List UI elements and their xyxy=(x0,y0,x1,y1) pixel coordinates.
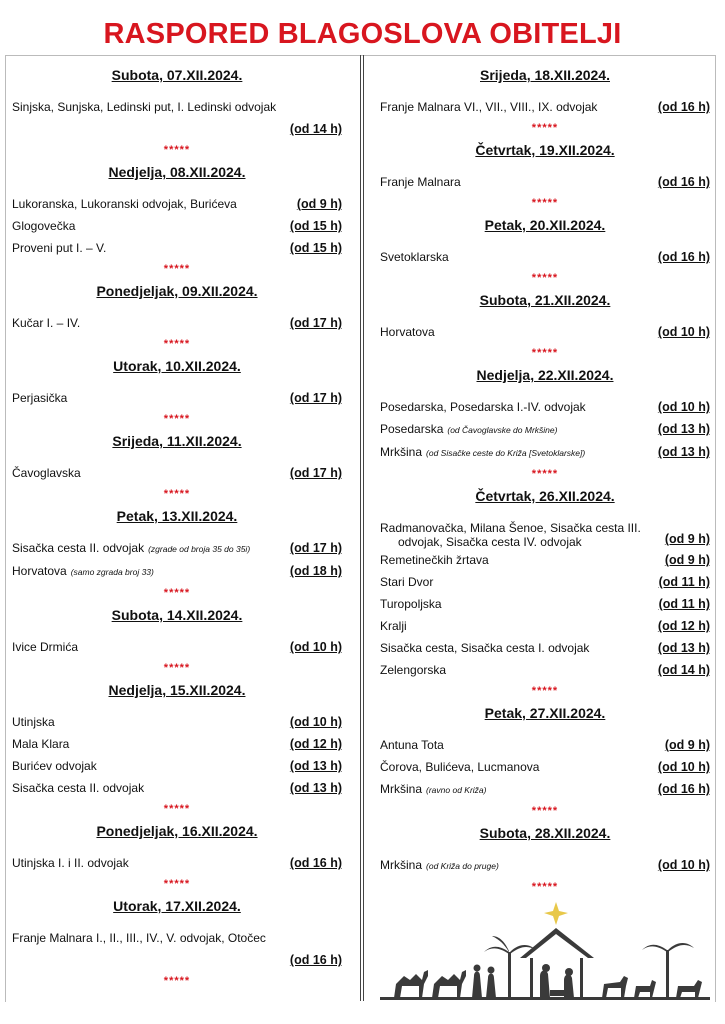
street-name-text: Čorova, Bulićeva, Lucmanova xyxy=(380,760,540,774)
street-name xyxy=(12,931,266,945)
schedule-day xyxy=(12,432,342,501)
start-time: (od 16 h) xyxy=(289,953,342,967)
start-time: (od 13 h) xyxy=(657,445,710,459)
start-time: (od 10 h) xyxy=(657,325,710,339)
date-heading: Subota, 14.XII.2024. xyxy=(111,607,243,623)
schedule-entry xyxy=(380,734,710,756)
street-note: (od Križa do pruge) xyxy=(426,861,499,871)
street-name-text: Posedarska, Posedarska I.-IV. odvojak xyxy=(380,400,586,414)
schedule-entry xyxy=(380,593,710,615)
start-time: (od 15 h) xyxy=(289,219,342,233)
street-name-text: Turopoljska xyxy=(380,597,442,611)
street-name-text: Horvatova xyxy=(12,564,67,578)
separator-stars: ***** xyxy=(163,803,191,815)
date-heading: Četvrtak, 26.XII.2024. xyxy=(475,488,615,504)
page-title: RASPORED BLAGOSLOVA OBITELJI xyxy=(103,18,622,50)
schedule-entry xyxy=(380,517,710,549)
column-divider xyxy=(360,55,364,1001)
start-time: (od 10 h) xyxy=(657,760,710,774)
separator-stars: ***** xyxy=(163,488,191,500)
schedule-entry xyxy=(12,711,342,733)
date-heading: Petak, 20.XII.2024. xyxy=(484,217,606,233)
start-time: (od 11 h) xyxy=(658,575,710,589)
separator-stars: ***** xyxy=(531,347,559,359)
street-name-text: Svetoklarska xyxy=(380,250,449,264)
separator-stars: ***** xyxy=(163,338,191,350)
schedule-day xyxy=(12,897,342,988)
date-heading: Subota, 07.XII.2024. xyxy=(111,67,243,83)
start-time: (od 17 h) xyxy=(289,316,342,330)
street-name-text: Radmanovačka, Milana Šenoe, Sisačka cesta III. xyxy=(380,521,641,535)
street-name xyxy=(380,597,442,611)
schedule-day xyxy=(380,366,710,481)
separator-stars: ***** xyxy=(531,272,559,284)
start-time: (od 12 h) xyxy=(289,737,342,751)
date-heading: Subota, 21.XII.2024. xyxy=(479,292,611,308)
street-name xyxy=(380,250,449,264)
street-name-text: Mrkšina xyxy=(380,858,423,872)
schedule-entry xyxy=(12,462,342,484)
street-name xyxy=(12,640,78,654)
street-name-text: Mala Klara xyxy=(12,737,70,751)
schedule-entry xyxy=(380,418,710,441)
street-name-text: Utinjska I. i II. odvojak xyxy=(12,856,129,870)
street-name xyxy=(380,782,422,796)
street-name xyxy=(380,325,435,339)
street-name xyxy=(380,619,407,633)
street-note: (ravno od Križa) xyxy=(426,785,487,795)
street-name xyxy=(12,197,237,211)
street-name-text: Franje Malnara I., II., III., IV., V. odvojak, Otočec xyxy=(12,931,266,945)
schedule-entry xyxy=(380,96,710,118)
separator-stars: ***** xyxy=(531,881,559,893)
street-name-text: Lukoranska, Lukoranski odvojak, Burićeva xyxy=(12,197,237,211)
schedule-entry xyxy=(12,215,342,237)
street-name-text: Remetinečkih žrtava xyxy=(380,553,489,567)
schedule-day xyxy=(12,163,342,276)
street-name-text: Perjasička xyxy=(12,391,68,405)
left-column xyxy=(12,66,342,994)
street-name xyxy=(380,553,489,567)
schedule-entry xyxy=(12,560,342,583)
street-name xyxy=(12,564,67,578)
nativity-scene-illustration xyxy=(380,900,710,1000)
street-name xyxy=(12,219,75,233)
schedule-day xyxy=(12,681,342,816)
schedule-entry xyxy=(12,852,342,874)
schedule-entry xyxy=(12,387,342,409)
start-time: (od 10 h) xyxy=(657,400,710,414)
schedule-entry xyxy=(12,193,342,215)
start-time: (od 16 h) xyxy=(657,175,710,189)
street-name xyxy=(380,100,597,114)
separator-stars: ***** xyxy=(531,197,559,209)
start-time: (od 14 h) xyxy=(657,663,710,677)
schedule-entry xyxy=(380,396,710,418)
date-heading: Nedjelja, 15.XII.2024. xyxy=(108,682,246,698)
date-heading: Srijeda, 11.XII.2024. xyxy=(112,433,242,449)
start-time: (od 10 h) xyxy=(657,858,710,872)
street-name xyxy=(380,858,422,872)
schedule-entry xyxy=(380,246,710,268)
separator-stars: ***** xyxy=(163,878,191,890)
street-name xyxy=(380,445,422,459)
schedule-entry xyxy=(12,927,342,971)
street-name-text: Sisačka cesta, Sisačka cesta I. odvojak xyxy=(380,641,590,655)
separator-stars: ***** xyxy=(531,685,559,697)
schedule-day xyxy=(12,822,342,891)
separator-stars: ***** xyxy=(163,587,191,599)
start-time: (od 9 h) xyxy=(664,553,710,567)
schedule-day xyxy=(380,704,710,818)
street-note: (samo zgrada broj 33) xyxy=(70,567,154,577)
date-heading: Četvrtak, 19.XII.2024. xyxy=(475,142,615,158)
street-name-text: Burićev odvojak xyxy=(12,759,97,773)
separator-stars: ***** xyxy=(163,144,191,156)
date-heading: Subota, 28.XII.2024. xyxy=(479,825,611,841)
street-name-text: Stari Dvor xyxy=(380,575,434,589)
schedule-entry xyxy=(12,636,342,658)
date-heading: Petak, 13.XII.2024. xyxy=(116,508,238,524)
schedule-day xyxy=(380,291,710,360)
date-heading: Ponedjeljak, 09.XII.2024. xyxy=(96,283,258,299)
street-note: (od Čavoglavske do Mrkšine) xyxy=(447,425,558,435)
street-name-text: Ivice Drmića xyxy=(12,640,79,654)
start-time: (od 9 h) xyxy=(664,738,710,752)
street-name xyxy=(380,575,433,589)
schedule-day xyxy=(12,66,342,157)
schedule-entry xyxy=(380,854,710,877)
start-time: (od 15 h) xyxy=(289,241,342,255)
start-time: (od 9 h) xyxy=(296,197,342,211)
schedule-day xyxy=(12,282,342,351)
schedule-entry xyxy=(380,171,710,193)
start-time: (od 14 h) xyxy=(289,122,342,136)
street-name xyxy=(12,391,67,405)
start-time: (od 9 h) xyxy=(664,532,710,546)
start-time: (od 10 h) xyxy=(289,715,342,729)
street-name xyxy=(12,759,97,773)
street-name-text: Sisačka cesta II. odvojak xyxy=(12,541,145,555)
street-name-text: Kralji xyxy=(380,619,407,633)
street-name xyxy=(380,641,589,655)
street-name xyxy=(12,466,81,480)
schedule-day xyxy=(12,507,342,600)
start-time: (od 13 h) xyxy=(289,781,342,795)
separator-stars: ***** xyxy=(531,468,559,480)
start-time: (od 12 h) xyxy=(657,619,710,633)
schedule-entry xyxy=(12,777,342,799)
street-name-text: Proveni put I. – V. xyxy=(12,241,107,255)
schedule-entry xyxy=(380,571,710,593)
schedule-entry xyxy=(12,312,342,334)
street-name-text: Mrkšina xyxy=(380,445,423,459)
street-name xyxy=(380,517,646,549)
street-name xyxy=(12,781,144,795)
schedule-entry xyxy=(380,756,710,778)
schedule-entry xyxy=(12,537,342,560)
street-name xyxy=(380,175,461,189)
schedule-entry xyxy=(380,321,710,343)
date-heading: Srijeda, 18.XII.2024. xyxy=(480,67,610,83)
schedule-day xyxy=(380,216,710,285)
street-name xyxy=(12,100,276,114)
start-time: (od 10 h) xyxy=(289,640,342,654)
street-name xyxy=(380,663,446,677)
street-name-text: Franje Malnara VI., VII., VIII., IX. odvojak xyxy=(380,100,598,114)
street-note: (zgrade od broja 35 do 35i) xyxy=(148,544,251,554)
schedule-entry xyxy=(380,659,710,681)
schedule-entry xyxy=(12,733,342,755)
street-name-text: Horvatova xyxy=(380,325,435,339)
schedule-entry xyxy=(380,615,710,637)
schedule-day xyxy=(380,487,710,698)
schedule-day xyxy=(12,606,342,675)
right-column xyxy=(380,66,710,900)
date-heading: Nedjelja, 22.XII.2024. xyxy=(476,367,614,383)
street-name xyxy=(380,400,586,414)
separator-stars: ***** xyxy=(163,975,191,987)
star-of-bethlehem-icon xyxy=(544,902,568,925)
separator-stars: ***** xyxy=(531,122,559,134)
schedule-entry xyxy=(380,441,710,464)
start-time: (od 11 h) xyxy=(658,597,710,611)
street-name-text: Mrkšina xyxy=(380,782,423,796)
street-name-continuation: odvojak, Sisačka cesta IV. odvojak xyxy=(398,535,582,549)
street-name xyxy=(12,715,55,729)
separator-stars: ***** xyxy=(163,662,191,674)
separator-stars: ***** xyxy=(163,413,191,425)
start-time: (od 13 h) xyxy=(657,641,710,655)
street-name xyxy=(12,856,129,870)
start-time: (od 16 h) xyxy=(289,856,342,870)
street-name-text: Kučar I. – IV. xyxy=(12,316,81,330)
schedule-entry xyxy=(12,96,342,140)
street-name xyxy=(12,737,69,751)
schedule-day xyxy=(380,141,710,210)
schedule-entry xyxy=(380,778,710,801)
street-name-text: Sinjska, Sunjska, Ledinski put, I. Ledinski odvojak xyxy=(12,100,277,114)
schedule-day xyxy=(380,66,710,135)
street-note: (od Sisačke ceste do Križa [Svetoklarske]) xyxy=(426,448,586,458)
schedule-entry xyxy=(12,755,342,777)
start-time: (od 16 h) xyxy=(657,100,710,114)
street-name-text: Čavoglavska xyxy=(12,466,81,480)
street-name xyxy=(12,541,144,555)
street-name-text: Antuna Tota xyxy=(380,738,444,752)
street-name-text: Utinjska xyxy=(12,715,55,729)
start-time: (od 16 h) xyxy=(657,250,710,264)
start-time: (od 18 h) xyxy=(289,564,342,578)
street-name xyxy=(380,422,443,436)
date-heading: Nedjelja, 08.XII.2024. xyxy=(108,164,246,180)
street-name-text: Franje Malnara xyxy=(380,175,461,189)
start-time: (od 16 h) xyxy=(657,782,710,796)
schedule-day xyxy=(380,824,710,894)
date-heading: Ponedjeljak, 16.XII.2024. xyxy=(96,823,258,839)
start-time: (od 13 h) xyxy=(289,759,342,773)
start-time: (od 17 h) xyxy=(289,391,342,405)
street-name xyxy=(380,760,539,774)
schedule-entry xyxy=(380,637,710,659)
date-heading: Utorak, 17.XII.2024. xyxy=(113,898,241,914)
start-time: (od 17 h) xyxy=(289,541,342,555)
street-name-text: Sisačka cesta II. odvojak xyxy=(12,781,145,795)
street-name xyxy=(380,738,444,752)
schedule-entry xyxy=(380,549,710,571)
schedule-day xyxy=(12,357,342,426)
street-name-text: Posedarska xyxy=(380,422,444,436)
separator-stars: ***** xyxy=(163,263,191,275)
date-heading: Utorak, 10.XII.2024. xyxy=(113,358,241,374)
date-heading: Petak, 27.XII.2024. xyxy=(484,705,606,721)
street-name xyxy=(12,241,106,255)
street-name-text: Glogovečka xyxy=(12,219,76,233)
street-name-text: Zelengorska xyxy=(380,663,447,677)
street-name xyxy=(12,316,80,330)
start-time: (od 17 h) xyxy=(289,466,342,480)
start-time: (od 13 h) xyxy=(657,422,710,436)
separator-stars: ***** xyxy=(531,805,559,817)
schedule-entry xyxy=(12,237,342,259)
